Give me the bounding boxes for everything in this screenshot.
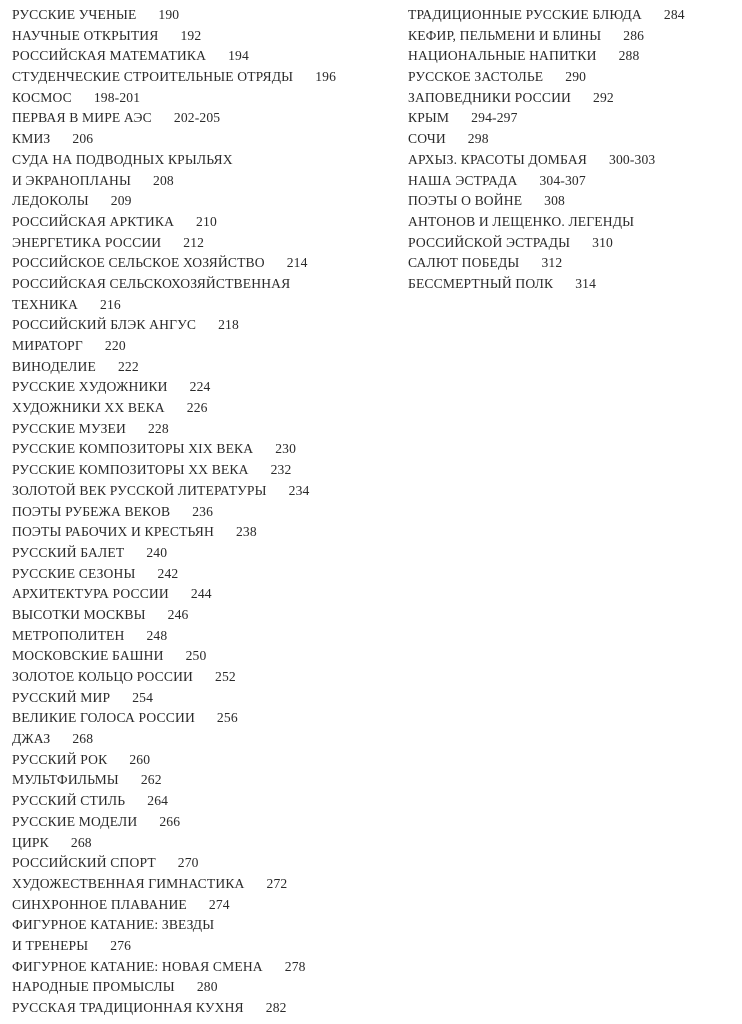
entry-title: АНТОНОВ И ЛЕЩЕНКО. ЛЕГЕНДЫ [408,213,635,229]
contents-entry [408,5,733,26]
entry-page-number: 282 [265,1000,287,1015]
entry-page-number: 190 [158,7,180,22]
entry-title: МИРАТОРГ [12,338,83,353]
contents-entry [12,26,382,47]
entry-page-number: 286 [623,27,645,43]
entry-page-number: 216 [100,296,121,312]
entry-title: КМИЗ [12,131,51,147]
entry-page-number: 300-303 [609,151,656,167]
entry-page-number: 246 [167,606,189,622]
contents-entry [12,708,382,729]
contents-entry [12,791,382,812]
entry-title: РУССКИЙ БАЛЕТ [12,544,125,560]
contents-entry [408,253,733,274]
entry-page-number: 288 [618,48,640,64]
entry-page-number: 198-201 [93,89,141,105]
entry-page-number: 210 [196,213,217,229]
entry-page-number: 192 [180,27,202,43]
contents-entry [12,253,382,274]
entry-title: ЭНЕРГЕТИКА РОССИИ [12,234,162,250]
entry-page-number: 242 [157,565,179,581]
entry-title: НАРОДНЫЕ ПРОМЫСЛЫ [12,979,175,995]
entry-page-number: 194 [228,48,249,64]
entry-title: ХУДОЖЕСТВЕННАЯ ГИМНАСТИКА [12,875,245,891]
contents-entry [12,812,382,833]
contents-entry [12,977,382,998]
contents-entry [12,833,382,854]
entry-title: БЕССМЕРТНЫЙ ПОЛК [408,275,554,291]
contents-entry [12,626,382,647]
contents-entry [12,584,382,605]
contents-entry [12,936,382,957]
contents-entry [12,729,382,750]
entry-page-number: 230 [275,441,297,457]
entry-title: КЕФИР, ПЕЛЬМЕНИ И БЛИНЫ [408,27,602,43]
contents-entry [12,915,382,936]
contents-entry [408,129,733,150]
entry-page-number: 220 [104,338,126,353]
contents-entry [12,419,382,440]
contents-entry [408,46,733,67]
entry-title: КОСМОС [12,89,72,105]
contents-entry [12,439,382,460]
entry-title: ПОЭТЫ РУБЕЖА ВЕКОВ [12,503,171,519]
entry-title: НАША ЭСТРАДА [408,172,518,188]
entry-page-number: 206 [72,131,94,147]
entry-page-number: 298 [467,131,489,147]
contents-entry [12,895,382,916]
entry-title: ХУДОЖНИКИ XX ВЕКА [12,400,165,416]
entry-title: РОССИЙСКИЙ БЛЭК АНГУС [12,317,197,333]
contents-entry [12,377,382,398]
entry-page-number: 274 [208,896,230,912]
entry-page-number: 262 [140,772,162,788]
entry-page-number: 276 [110,937,132,953]
entry-title: ВЫСОТКИ МОСКВЫ [12,606,146,622]
entry-title: РУССКИЕ МУЗЕИ [12,420,126,436]
contents-entry [12,398,382,419]
contents-entry [12,212,382,233]
contents-entry [12,129,382,150]
entry-title: ЗОЛОТОЙ ВЕК РУССКОЙ ЛИТЕРАТУРЫ [12,482,267,498]
contents-entry [12,564,382,585]
entry-page-number: 252 [215,669,236,684]
contents-entry [12,5,382,26]
contents-entry [12,88,382,109]
contents-entry [12,646,382,667]
contents-entry [12,667,382,688]
entry-title: РОССИЙСКОЙ ЭСТРАДЫ [408,234,571,250]
entry-title: РУССКАЯ ТРАДИЦИОННАЯ КУХНЯ [12,1000,244,1015]
entry-page-number: 196 [315,69,337,85]
contents-entry [12,336,382,357]
entry-title: РОССИЙСКОЕ СЕЛЬСКОЕ ХОЗЯЙСТВО [12,255,265,271]
entry-title: РУССКИЙ МИР [12,689,111,705]
entry-page-number: 270 [177,855,199,871]
entry-title: И ЭКРАНОПЛАНЫ [12,172,132,188]
entry-title: ЗАПОВЕДНИКИ РОССИИ [408,89,571,105]
entry-title: ЗОЛОТОЕ КОЛЬЦО РОССИИ [12,669,194,684]
contents-entry [12,295,382,316]
contents-entry [12,171,382,192]
entry-title: РОССИЙСКИЙ СПОРТ [12,855,156,871]
contents-entry [12,233,382,254]
entry-page-number: 284 [663,7,685,22]
entry-title: РУССКИЕ УЧЕНЫЕ [12,7,137,22]
entry-title: СИНХРОННОЕ ПЛАВАНИЕ [12,896,187,912]
entry-title: РУССКИЕ МОДЕЛИ [12,813,138,829]
contents-entry [408,212,733,233]
entry-title: ФИГУРНОЕ КАТАНИЕ: НОВАЯ СМЕНА [12,958,263,974]
entry-title: НАЦИОНАЛЬНЫЕ НАПИТКИ [408,48,597,64]
contents-entry [408,150,733,171]
entry-title: КРЫМ [408,110,450,126]
entry-page-number: 280 [196,979,218,995]
entry-title: ЛЕДОКОЛЫ [12,193,89,209]
entry-title: РОССИЙСКАЯ СЕЛЬСКОХОЗЯЙСТВЕННАЯ [12,275,291,291]
contents-entry [408,191,733,212]
contents-entry [12,957,382,978]
entry-page-number: 224 [189,379,211,395]
entry-title: СТУДЕНЧЕСКИЕ СТРОИТЕЛЬНЫЕ ОТРЯДЫ [12,69,294,85]
entry-page-number: 202-205 [173,110,221,126]
entry-title: СОЧИ [408,131,446,147]
contents-entry [12,853,382,874]
entry-page-number: 214 [286,255,308,271]
entry-page-number: 290 [565,69,587,85]
entry-title: ТЕХНИКА [12,296,78,312]
entry-page-number: 240 [146,544,168,560]
entry-page-number: 264 [147,793,169,809]
entry-title: МОСКОВСКИЕ БАШНИ [12,648,164,664]
entry-title: СУДА НА ПОДВОДНЫХ КРЫЛЬЯХ [12,151,233,167]
entry-page-number: 268 [70,834,92,850]
contents-entry [12,191,382,212]
contents-entry [408,108,733,129]
entry-title: ФИГУРНОЕ КАТАНИЕ: ЗВЕЗДЫ [12,917,215,933]
contents-entry [408,233,733,254]
entry-page-number: 304-307 [539,172,586,188]
entry-page-number: 272 [266,875,288,891]
entry-page-number: 208 [153,172,174,188]
contents-entry [12,274,382,295]
entry-page-number: 292 [593,89,614,105]
contents-entry [12,770,382,791]
entry-page-number: 266 [159,813,181,829]
entry-title: И ТРЕНЕРЫ [12,937,89,953]
contents-entry [12,502,382,523]
contents-entry [12,357,382,378]
contents-entry [408,26,733,47]
entry-page-number: 308 [544,193,565,209]
entry-title: ПЕРВАЯ В МИРЕ АЭС [12,110,152,126]
entry-page-number: 260 [129,751,151,767]
entry-title: ВЕЛИКИЕ ГОЛОСА РОССИИ [12,710,195,726]
contents-entry [12,315,382,336]
entry-title: ВИНОДЕЛИЕ [12,358,96,374]
entry-title: РУССКИЕ КОМПОЗИТОРЫ XX ВЕКА [12,462,249,478]
entry-title: РУССКИЕ КОМПОЗИТОРЫ XIX ВЕКА [12,441,254,457]
entry-page-number: 236 [192,503,214,519]
entry-page-number: 209 [110,193,132,209]
contents-entry [12,522,382,543]
entry-title: ПОЭТЫ О ВОЙНЕ [408,193,523,209]
entry-title: РУССКИЙ СТИЛЬ [12,793,126,809]
entry-title: НАУЧНЫЕ ОТКРЫТИЯ [12,27,159,43]
entry-title: РУССКИЙ РОК [12,751,108,767]
entry-title: РОССИЙСКАЯ АРКТИКА [12,213,175,229]
entry-title: ДЖАЗ [12,731,51,747]
entry-page-number: 226 [186,400,208,416]
entry-page-number: 278 [284,958,306,974]
entry-page-number: 222 [117,358,139,374]
entry-title: МЕТРОПОЛИТЕН [12,627,125,643]
entry-page-number: 244 [190,586,212,602]
contents-entry [12,688,382,709]
entry-title: РУССКИЕ ХУДОЖНИКИ [12,379,168,395]
entry-title: ТРАДИЦИОННЫЕ РУССКИЕ БЛЮДА [408,7,642,22]
entry-page-number: 310 [592,234,613,250]
contents-entry [12,874,382,895]
contents-entry [12,750,382,771]
entry-page-number: 314 [575,275,597,291]
entry-title: РУССКОЕ ЗАСТОЛЬЕ [408,69,544,85]
entry-page-number: 256 [216,710,238,726]
contents-entry [12,108,382,129]
entry-page-number: 250 [185,648,207,664]
entry-page-number: 232 [270,462,292,478]
entry-page-number: 212 [183,234,205,250]
contents-entry [12,46,382,67]
entry-title: МУЛЬТФИЛЬМЫ [12,772,119,788]
contents-entry [408,274,733,295]
entry-page-number: 268 [72,731,94,747]
entry-title: САЛЮТ ПОБЕДЫ [408,255,520,271]
contents-entry [12,605,382,626]
entry-title: РУССКИЕ СЕЗОНЫ [12,565,136,581]
contents-entry [408,67,733,88]
contents-entry [408,171,733,192]
entry-title: АРХЫЗ. КРАСОТЫ ДОМБАЯ [408,151,587,167]
contents-entry [408,88,733,109]
contents-entry [12,67,382,88]
contents-entry [12,998,382,1019]
entry-title: РОССИЙСКАЯ МАТЕМАТИКА [12,48,207,64]
entry-title: ПОЭТЫ РАБОЧИХ И КРЕСТЬЯН [12,524,214,540]
entry-title: АРХИТЕКТУРА РОССИИ [12,586,169,602]
entry-page-number: 234 [288,482,310,498]
contents-column-left [12,5,382,1019]
entry-page-number: 312 [541,255,563,271]
entry-page-number: 294-297 [471,110,518,126]
entry-page-number: 254 [132,689,154,705]
entry-page-number: 248 [146,627,168,643]
entry-page-number: 218 [218,317,239,333]
entry-page-number: 228 [147,420,169,436]
contents-column-right [408,5,733,295]
entry-title: ЦИРК [12,834,49,850]
contents-entry [12,481,382,502]
contents-entry [12,543,382,564]
contents-entry [12,150,382,171]
contents-entry [12,460,382,481]
entry-page-number: 238 [235,524,257,540]
